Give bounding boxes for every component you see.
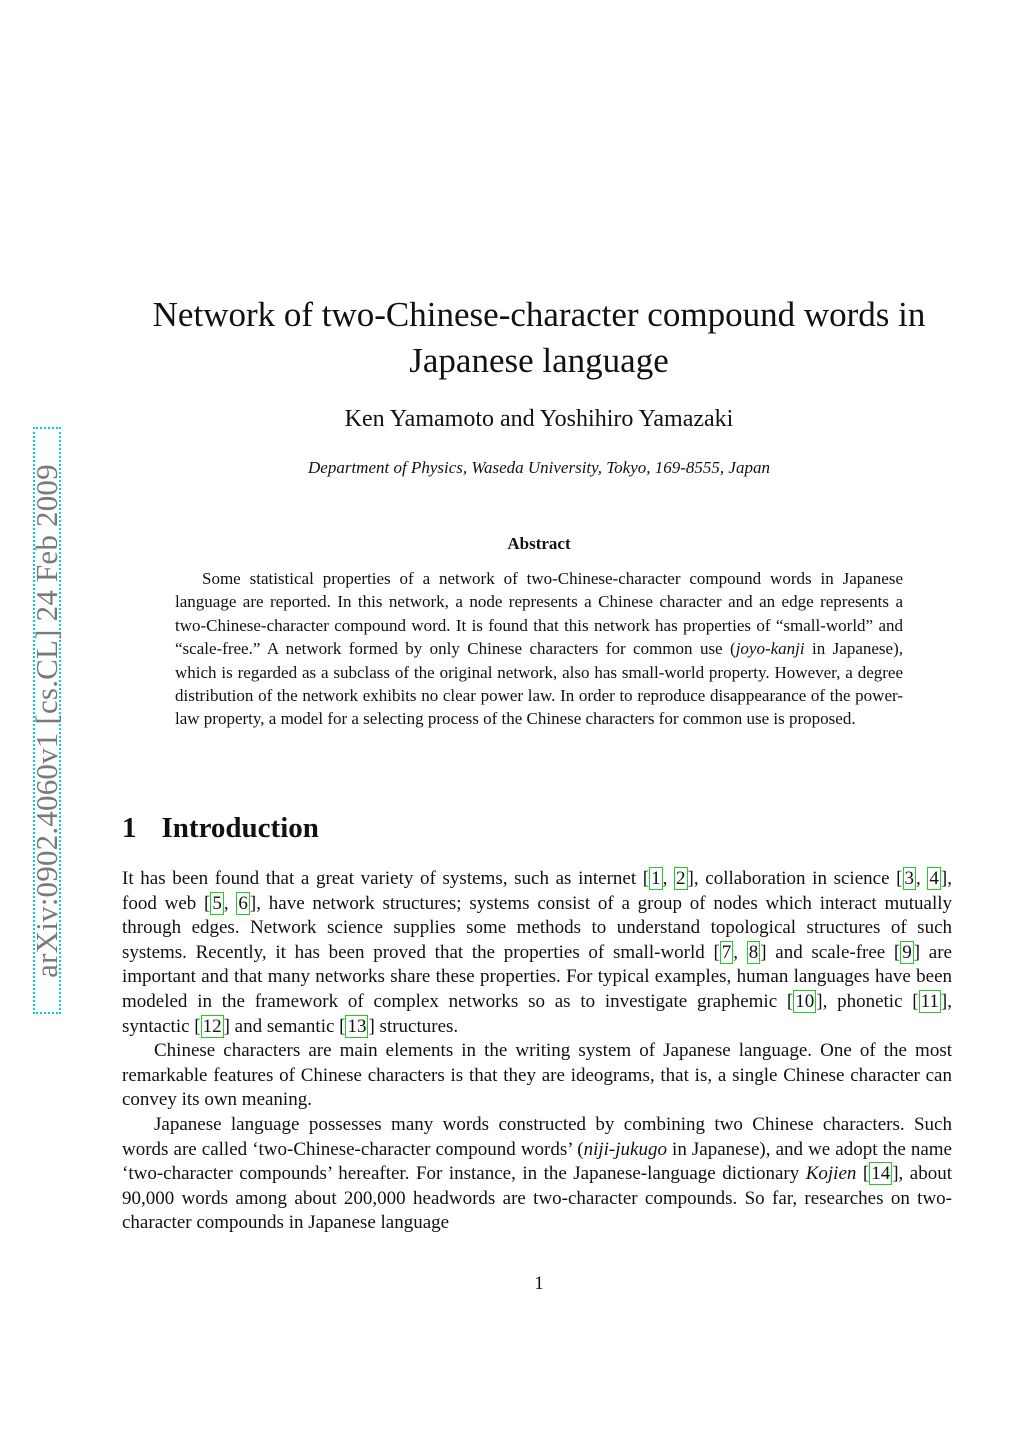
paper-title: Network of two-Chinese-character compound words in Japanese language [152,295,926,380]
arxiv-identifier-text: arXiv:0902.4060v1 [cs.CL] 24 Feb 2009 [29,463,64,978]
citation-link[interactable]: 5 [212,892,222,914]
intro-text: ] structures. [368,1015,459,1037]
citation-link[interactable]: 12 [202,1015,222,1037]
intro-text: ], phonetic [ [816,990,919,1012]
intro-text: ], collaboration in science [ [687,868,903,889]
citation-link[interactable]: 10 [795,990,815,1012]
intro-text: ], have network structures; systems consist of a group of nodes which interact mutually through edges. Network science supplies some methods to understand topological structures of such systems. Recently, it has been proved that the properties of small-world [ [122,892,952,963]
abstract-heading: Abstract [507,534,571,553]
term-joyo-kanji: joyo-kanji [735,639,805,659]
citation-link[interactable]: 6 [238,892,248,914]
intro-text: [ [856,1163,870,1185]
intro-text: ] and semantic [ [223,1015,346,1037]
arxiv-identifier-stamp[interactable] [29,427,64,1014]
citation-link[interactable]: 14 [871,1163,891,1185]
section-title: Introduction [161,812,319,844]
citation-separator: , [733,941,747,963]
citation-link[interactable]: 2 [676,868,686,889]
abstract-text-1: Some statistical properties of a network of two-Chinese-character compound words in Japanese language are reported. In this network, a node represents a Chinese character and an edge represents a two-Chinese-character compound word. It is found that this network has properties of “small-world” and “scale-free.” A network formed by only Chinese characters for common use ( [175,569,903,659]
intro-text: ] and scale-free [ [760,941,901,963]
citation-link[interactable]: 13 [347,1015,367,1037]
section-heading-introduction [122,812,319,845]
citation-separator: , [916,868,928,889]
abstract-body [175,567,903,731]
intro-text: It has been found that a great variety of systems, such as internet [ [122,868,650,889]
citation-link[interactable]: 1 [651,868,661,889]
abstract-text-2: in Japanese), which is regarded as a subclass of the original network, also has small-world property. However, a degree distribution of the network exhibits no clear power law. In order to reproduce disappearance of the power-law property, a model for a selecting process of the Chinese characters for common use is proposed. [175,639,903,729]
intro-text: in Japanese), and we adopt the name ‘two-character compounds’ hereafter. For instance, in the Japanese-language dictionary [122,1138,952,1185]
section-number: 1 [122,812,137,844]
page-number: 1 [534,1273,544,1294]
intro-paragraph-2: Chinese characters are main elements in the writing system of Japanese language. One of the most remarkable features of Chinese characters is that they are ideograms, that is, a single Chinese character can convey its own meaning. [122,1040,952,1111]
paper-affiliation: Department of Physics, Waseda University, Tokyo, 169-8555, Japan [308,458,770,477]
citation-link[interactable]: 4 [929,868,939,889]
citation-link[interactable]: 7 [721,941,732,963]
intro-text: ], about 90,000 words among about 200,000 headwords are two-character compounds. So far, researches on two-character compounds in Japanese language [122,1163,953,1234]
citation-link[interactable]: 9 [902,941,912,963]
term-kojien: Kojien [805,1163,857,1185]
intro-text: ], syntactic [ [122,990,952,1037]
term-niji-jukugo: niji-jukugo [583,1138,667,1160]
citation-separator: , [223,892,237,914]
citation-link[interactable]: 11 [920,990,939,1012]
intro-paragraph-3 [122,1113,952,1236]
intro-text: Japanese language possesses many words constructed by combining two Chinese characters. Such words are called ‘two-Chinese-character compound words’ ( [122,1113,952,1160]
citation-separator: , [662,868,675,889]
paper-authors: Ken Yamamoto and Yoshihiro Yamazaki [344,406,734,432]
citation-link[interactable]: 3 [904,868,914,889]
introduction-body [122,867,952,1236]
intro-paragraph-1 [122,867,952,1039]
intro-text: ], food web [ [122,868,952,914]
intro-text: ] are important and that many networks share these properties. For typical examples, human languages have been modeled in the framework of complex networks so as to investigate graphemic [ [122,941,952,1012]
citation-link[interactable]: 8 [748,941,759,963]
